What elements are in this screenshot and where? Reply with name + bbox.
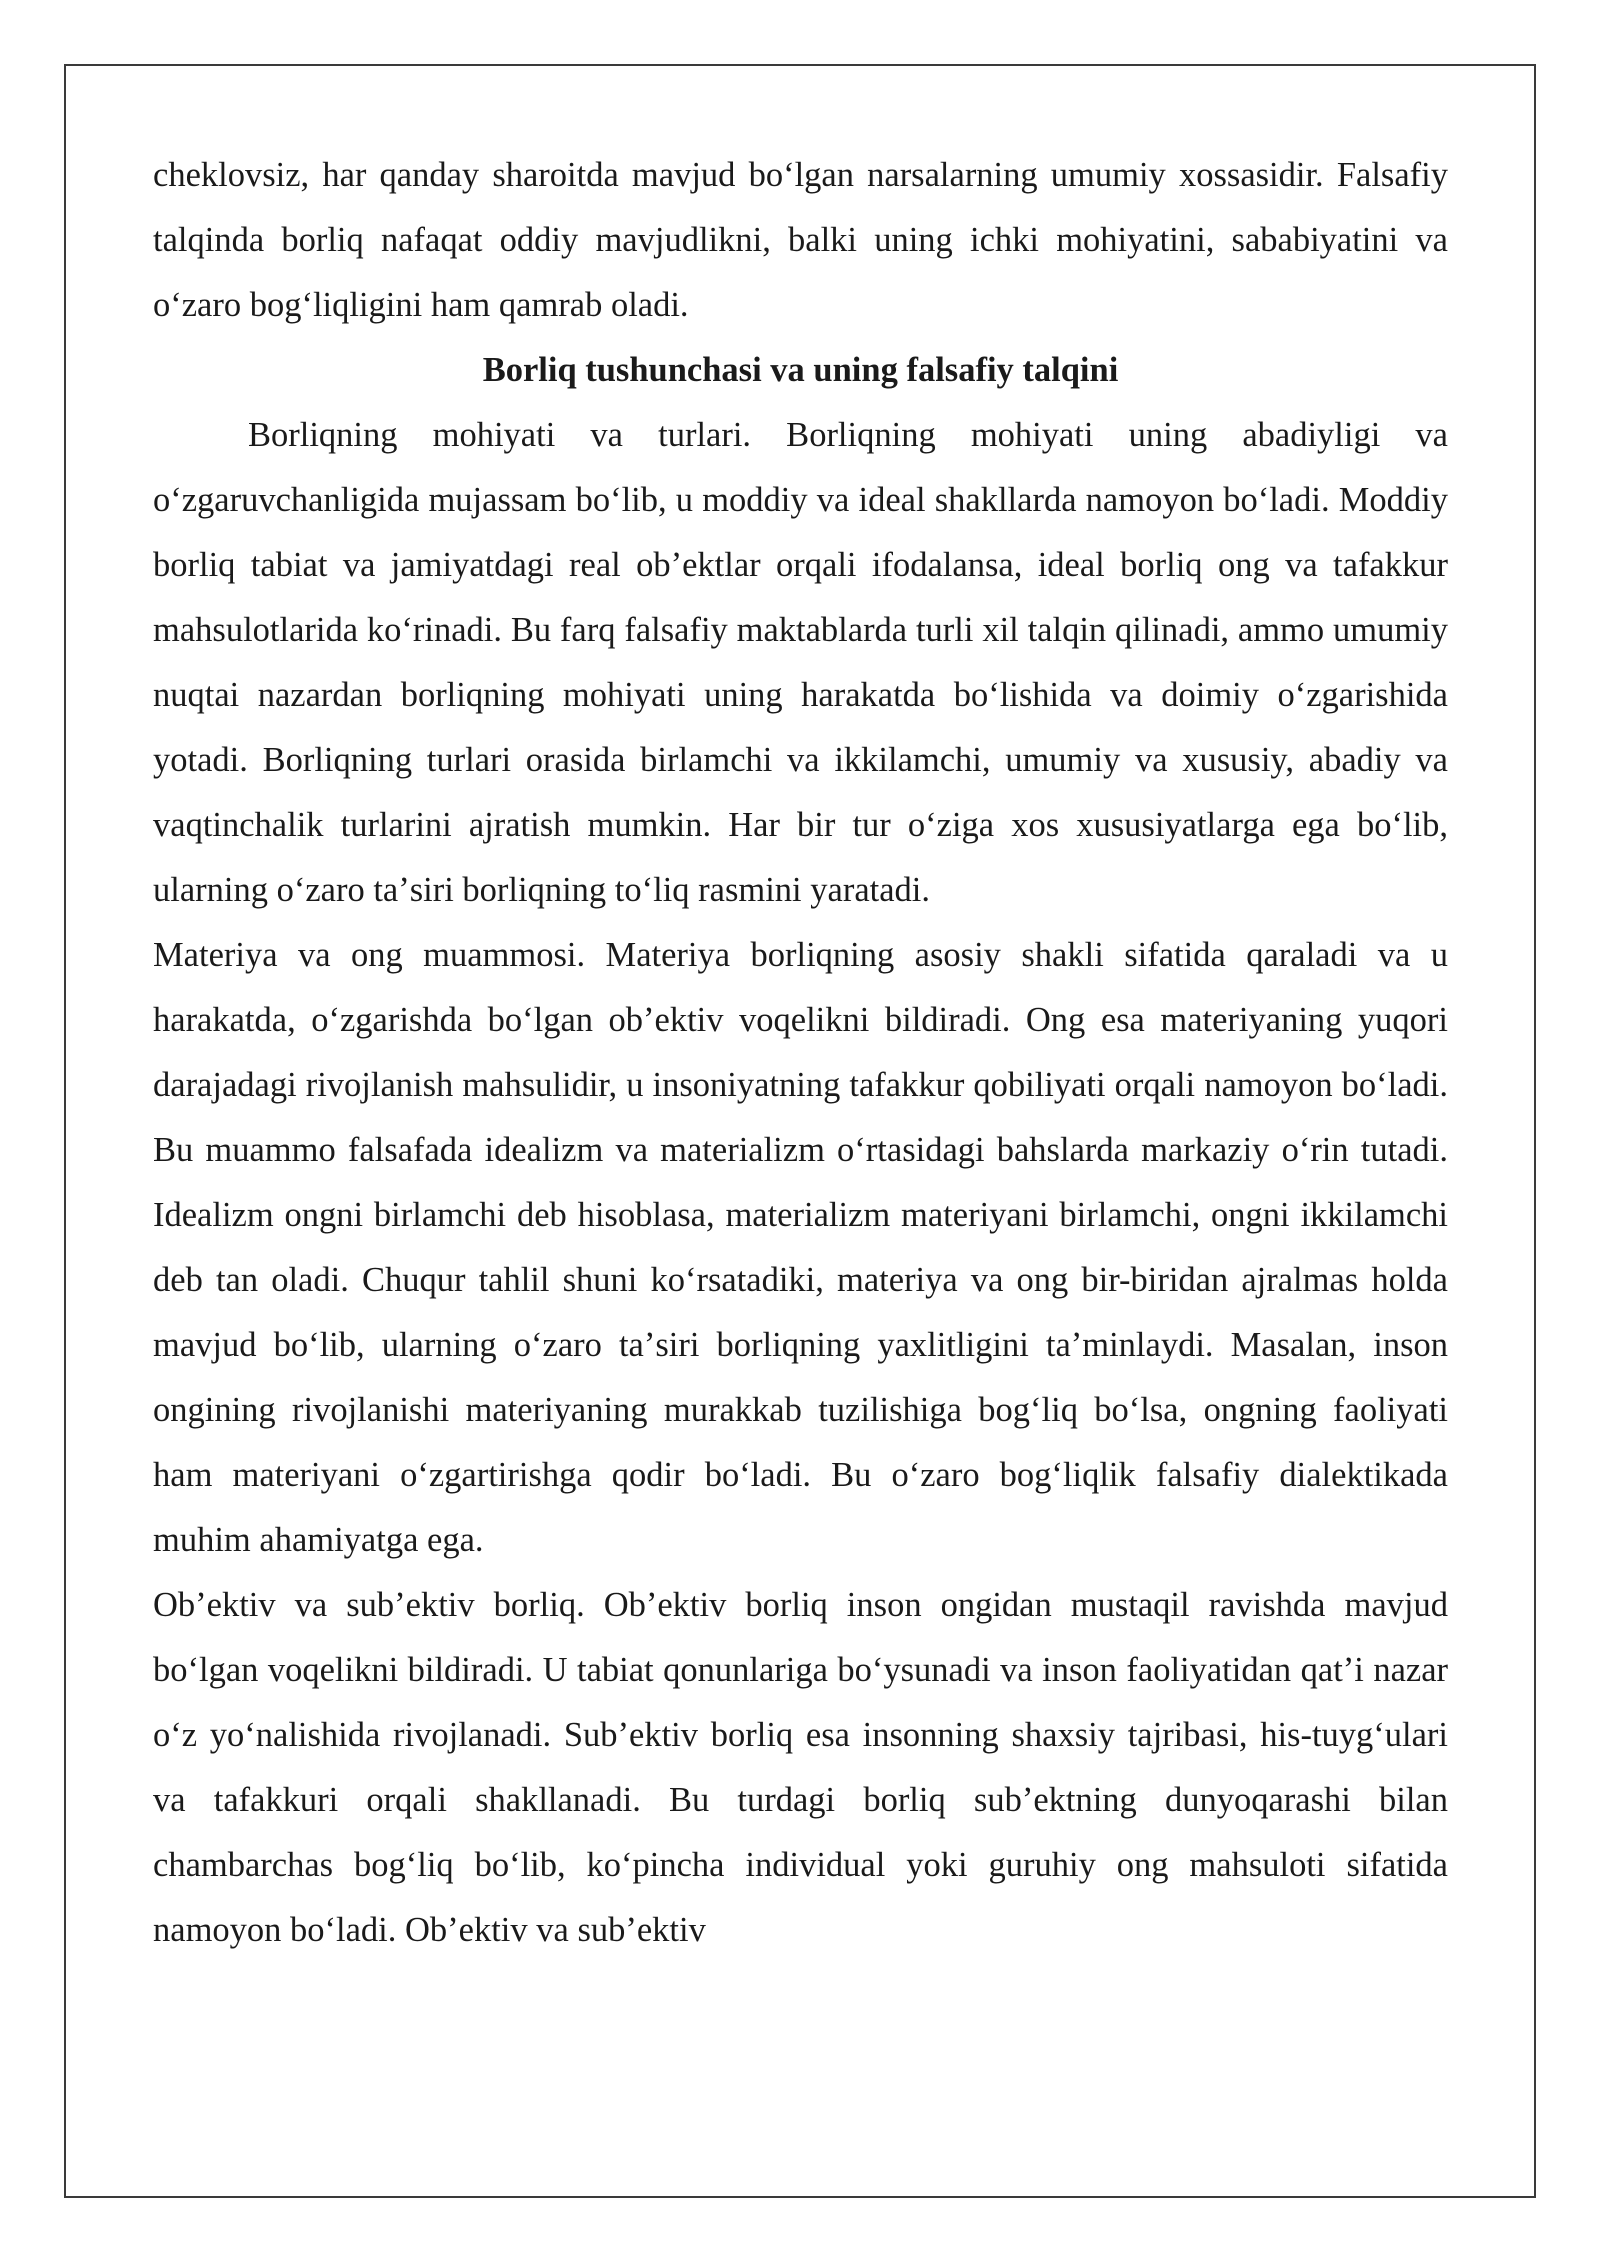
- document-body: [153, 143, 1448, 1963]
- paragraph-obektiv-subektiv: Obʼektiv va subʼektiv borliq. Obʼektiv borliq inson ongidan mustaqil ravishda mavjud boʻlgan voqelikni bildiradi. U tabiat qonunlariga boʻysunadi va inson faoliyatidan qatʼi nazar oʻz yoʻnalishida rivojlanadi. Subʼektiv borliq esa insonning shaxsiy tajribasi, his-tuygʻulari va tafakkuri orqali shakllanadi. Bu turdagi borliq subʼektning dunyoqarashi bilan chambarchas bogʻliq boʻlib, koʻpincha individual yoki guruhiy ong mahsuloti sifatida namoyon boʻladi. Obʼektiv va subʼektiv: [153, 1586, 1448, 1949]
- paragraph-borliq-mohiyati: Borliqning mohiyati va turlari. Borliqning mohiyati uning abadiyligi va oʻzgaruvchanligida mujassam boʻlib, u moddiy va ideal shakllarda namoyon boʻladi. Moddiy borliq tabiat va jamiyatdagi real obʼektlar orqali ifodalansa, ideal borliq ong va tafakkur mahsulotlarida koʻrinadi. Bu farq falsafiy maktablarda turli xil talqin qilinadi, ammo umumiy nuqtai nazardan borliqning mohiyati uning harakatda boʻlishida va doimiy oʻzgarishida yotadi. Borliqning turlari orasida birlamchi va ikkilamchi, umumiy va xususiy, abadiy va vaqtinchalik turlarini ajratish mumkin. Har bir tur oʻziga xos xususiyatlarga ega boʻlib, ularning oʻzaro taʼsiri borliqning toʻliq rasmini yaratadi.: [153, 416, 1448, 909]
- paragraph-continuation: cheklovsiz, har qanday sharoitda mavjud boʻlgan narsalarning umumiy xossasidir. Falsafiy talqinda borliq nafaqat oddiy mavjudlikni, balki uning ichki mohiyatini, sababiyatini va oʻzaro bogʻliqligini ham qamrab oladi.: [153, 156, 1448, 324]
- section-heading: Borliq tushunchasi va uning falsafiy talqini: [482, 351, 1119, 389]
- paragraph-materiya-va-ong: Materiya va ong muammosi. Materiya borliqning asosiy shakli sifatida qaraladi va u harakatda, oʻzgarishda boʻlgan obʼektiv voqelikni bildiradi. Ong esa materiyaning yuqori darajadagi rivojlanish mahsulidir, u insoniyatning tafakkur qobiliyati orqali namoyon boʻladi. Bu muammo falsafada idealizm va materializm oʻrtasidagi bahslarda markaziy oʻrin tutadi. Idealizm ongni birlamchi deb hisoblasa, materializm materiyani birlamchi, ongni ikkilamchi deb tan oladi. Chuqur tahlil shuni koʻrsatadiki, materiya va ong bir-biridan ajralmas holda mavjud boʻlib, ularning oʻzaro taʼsiri borliqning yaxlitligini taʼminlaydi. Masalan, inson ongining rivojlanishi materiyaning murakkab tuzilishiga bogʻliq boʻlsa, ongning faoliyati ham materiyani oʻzgartirishga qodir boʻladi. Bu oʻzaro bogʻliqlik falsafiy dialektikada muhim ahamiyatga ega.: [153, 936, 1448, 1559]
